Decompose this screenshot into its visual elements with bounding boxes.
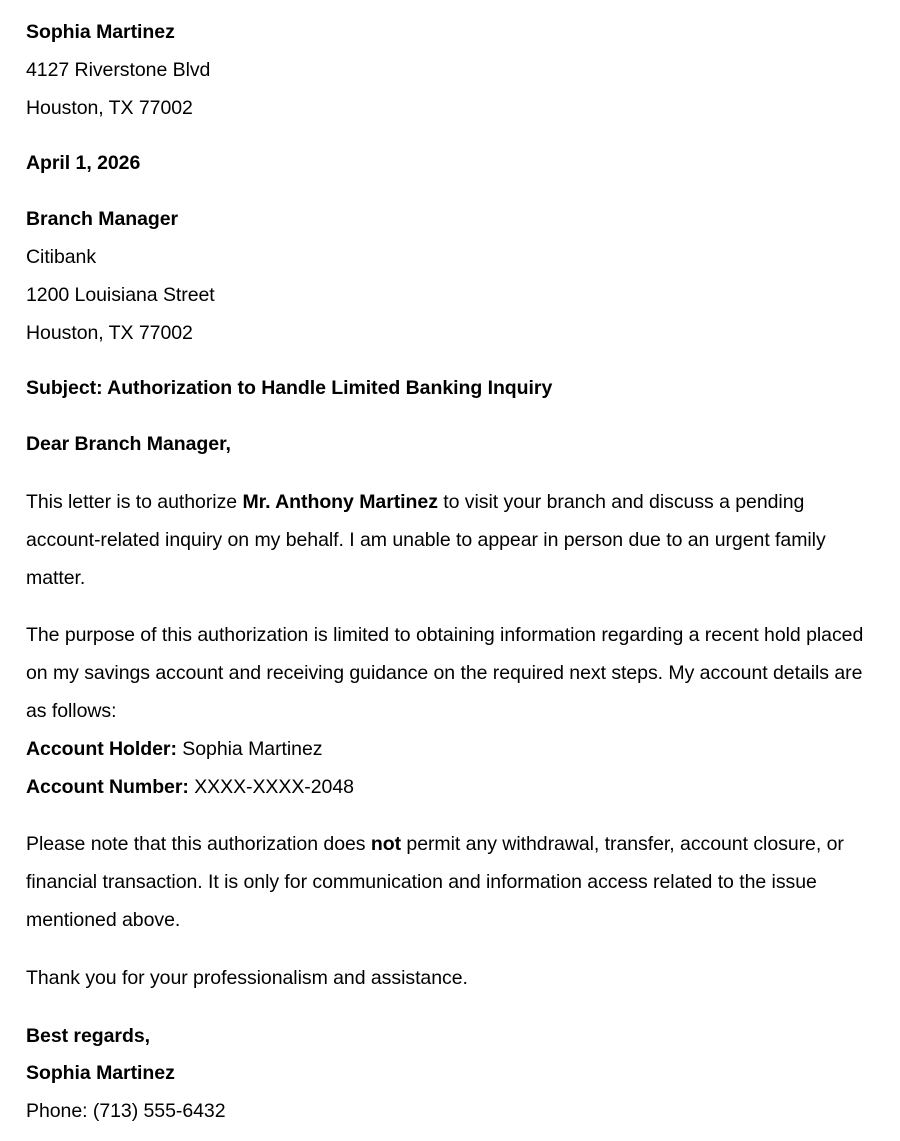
body-paragraph-1: [26, 484, 866, 597]
authorized-person-name: Mr. Anthony Martinez: [242, 490, 438, 513]
spacer: [26, 806, 870, 826]
sender-address-block: [26, 14, 870, 127]
spacer: [26, 464, 870, 484]
recipient-city-state-zip: Houston, TX 77002: [26, 321, 193, 344]
spacer: [26, 597, 870, 617]
salutation: Dear Branch Manager,: [26, 433, 231, 456]
spacer: [26, 408, 870, 426]
sender-city-state-zip: Houston, TX 77002: [26, 96, 193, 119]
recipient-title: Branch Manager: [26, 208, 179, 231]
account-number-label: Account Number:: [26, 775, 189, 798]
spacer: [26, 940, 870, 960]
recipient-address-block: [26, 201, 870, 352]
restriction-emphasis: not: [370, 833, 402, 856]
subject-line: Subject: Authorization to Handle Limited Banking Inquiry: [26, 377, 553, 400]
sender-name: Sophia Martinez: [26, 21, 175, 43]
sender-street: 4127 Riverstone Blvd: [26, 58, 211, 81]
p1-text-before: This letter is to authorize: [26, 490, 243, 513]
recipient-street: 1200 Louisiana Street: [26, 283, 215, 306]
body-paragraph-3: [26, 826, 866, 939]
recipient-organization: Citibank: [26, 245, 97, 268]
p1-text-after: to visit your branch and discuss a pending account-related inquiry on my behalf. I am unable to appear in person due to an urgent family matter.: [26, 490, 826, 589]
closing-block: [26, 1018, 870, 1131]
letter-date: April 1, 2026: [26, 152, 141, 175]
spacer: [26, 127, 870, 145]
spacer: [26, 352, 870, 370]
account-number-row: [26, 769, 866, 807]
p3-text-after: permit any withdrawal, transfer, account closure, or financial transaction. It is only for communication and information access related to the issue mentioned above.: [26, 833, 844, 931]
signature-name: Sophia Martinez: [26, 1062, 175, 1085]
sign-off: Best regards,: [26, 1024, 150, 1047]
spacer: [26, 998, 870, 1018]
body-paragraph-4: Thank you for your professionalism and assistance.: [26, 966, 468, 989]
account-holder-value: Sophia Martinez: [176, 737, 323, 760]
account-number-value: XXXX-XXXX-2048: [188, 775, 354, 798]
contact-phone: Phone: (713) 555-6432: [26, 1100, 226, 1123]
spacer: [26, 183, 870, 201]
p3-text-before: Please note that this authorization does: [26, 833, 371, 856]
account-holder-row: [26, 731, 866, 769]
body-paragraph-2: The purpose of this authorization is limited to obtaining information regarding a recent hold placed on my savings account and receiving guidance on the required next steps. My account details are as follows:: [26, 624, 864, 722]
account-holder-label: Account Holder:: [26, 737, 177, 760]
